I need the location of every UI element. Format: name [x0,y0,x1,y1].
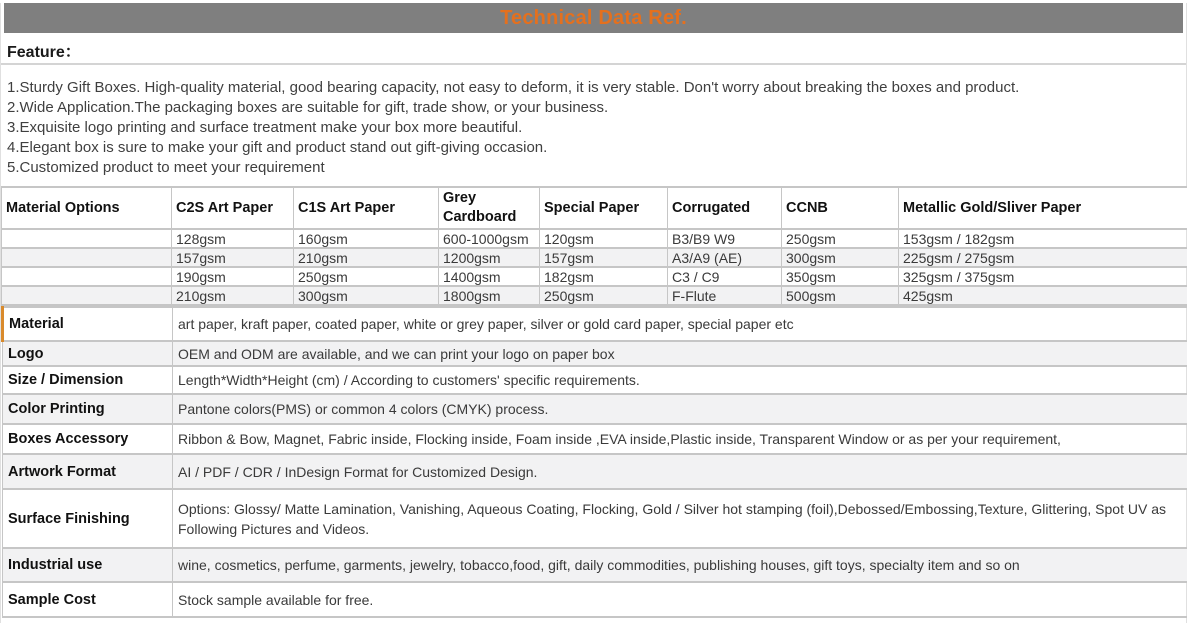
spec-cell: 350gsm [782,267,899,286]
spec-cell: 153gsm / 182gsm [899,229,1187,248]
feature-item: 5.Customized product to meet your requirement [7,158,1180,178]
spec-cell [2,286,172,305]
spec-cell: 1200gsm [439,248,540,267]
spec-cell: 128gsm [172,229,294,248]
detail-value: AI / PDF / CDR / InDesign Format for Customized Design. [173,454,1187,489]
spec-cell: 210gsm [294,248,439,267]
spec-column-header: Corrugated [668,187,782,229]
spec-cell: B3/B9 W9 [668,229,782,248]
spec-row [2,286,1187,305]
spec-cell: 182gsm [540,267,668,286]
spec-column-header: C1S Art Paper [294,187,439,229]
detail-value: Stock sample available for free. [173,582,1187,617]
feature-item: 1.Sturdy Gift Boxes. High-quality material, good bearing capacity, not easy to deform, it is very stable. Don't worry about breaking the boxes and product. [7,78,1180,98]
detail-label: Sample Cost [3,582,173,617]
spec-cell: 300gsm [782,248,899,267]
spec-cell: 500gsm [782,286,899,305]
spec-column-header: CCNB [782,187,899,229]
spec-cell: 157gsm [172,248,294,267]
detail-value: Ribbon & Bow, Magnet, Fabric inside, Flocking inside, Foam inside ,EVA inside,Plastic inside, Transparent Window or as per your requirement, [173,424,1187,454]
title-bar [4,3,1183,33]
detail-label: Surface Finishing [3,489,173,548]
spec-cell: 425gsm [899,286,1187,305]
detail-row [3,548,1187,582]
detail-row [3,424,1187,454]
spec-cell: 190gsm [172,267,294,286]
spec-cell: 210gsm [172,286,294,305]
feature-heading: Feature： [1,35,1186,65]
detail-label: Logo [3,341,173,366]
detail-label: Artwork Format [3,454,173,489]
detail-row [3,366,1187,394]
spec-cell: 325gsm / 375gsm [899,267,1187,286]
spec-cell: 120gsm [540,229,668,248]
spec-cell: 250gsm [782,229,899,248]
spec-cell: F-Flute [668,286,782,305]
detail-table [1,306,1187,618]
feature-item: 4.Elegant box is sure to make your gift and product stand out gift-giving occasion. [7,138,1180,158]
spec-column-header: Metallic Gold/Sliver Paper [899,187,1187,229]
spec-column-header: Material Options [2,187,172,229]
spec-row [2,248,1187,267]
spec-column-header: Grey Cardboard [439,187,540,229]
spec-cell: 225gsm / 275gsm [899,248,1187,267]
spec-cell: 300gsm [294,286,439,305]
feature-item: 3.Exquisite logo printing and surface treatment make your box more beautiful. [7,118,1180,138]
detail-row [3,341,1187,366]
detail-row [3,394,1187,424]
detail-row [3,582,1187,617]
spec-row [2,267,1187,286]
material-options-table [1,186,1187,306]
spec-header-row [2,187,1187,229]
spec-row [2,229,1187,248]
detail-label: Color Printing [3,394,173,424]
spec-cell: 1400gsm [439,267,540,286]
detail-label: Industrial use [3,548,173,582]
detail-value: Pantone colors(PMS) or common 4 colors (CMYK) process. [173,394,1187,424]
spec-column-header: C2S Art Paper [172,187,294,229]
spec-cell: 250gsm [294,267,439,286]
spec-cell: 600-1000gsm [439,229,540,248]
detail-label: Size / Dimension [3,366,173,394]
spec-cell: C3 / C9 [668,267,782,286]
spec-cell [2,248,172,267]
spec-cell: 157gsm [540,248,668,267]
spec-cell: 160gsm [294,229,439,248]
page [0,3,1187,623]
detail-value: Length*Width*Height (cm) / According to customers' specific requirements. [173,366,1187,394]
spec-cell [2,267,172,286]
spec-cell: A3/A9 (AE) [668,248,782,267]
detail-row [3,454,1187,489]
detail-value: OEM and ODM are available, and we can print your logo on paper box [173,341,1187,366]
feature-item: 2.Wide Application.The packaging boxes are suitable for gift, trade show, or your business. [7,98,1180,118]
spec-cell: 1800gsm [439,286,540,305]
detail-row [3,307,1187,341]
detail-label: Material [3,307,173,341]
spec-column-header: Special Paper [540,187,668,229]
detail-row [3,489,1187,548]
spec-cell [2,229,172,248]
detail-value: Options: Glossy/ Matte Lamination, Vanishing, Aqueous Coating, Flocking, Gold / Silver hot stamping (foil),Debossed/Embossing,Texture, Glittering, Spot UV as Following Pictures and Videos. [173,489,1187,548]
page-title: Technical Data Ref. [500,7,687,29]
detail-value: art paper, kraft paper, coated paper, white or grey paper, silver or gold card paper, special paper etc [173,307,1187,341]
spec-cell: 250gsm [540,286,668,305]
detail-value: wine, cosmetics, perfume, garments, jewelry, tobacco,food, gift, daily commodities, publishing houses, gift toys, specialty item and so on [173,548,1187,582]
detail-label: Boxes Accessory [3,424,173,454]
feature-list [1,65,1186,186]
